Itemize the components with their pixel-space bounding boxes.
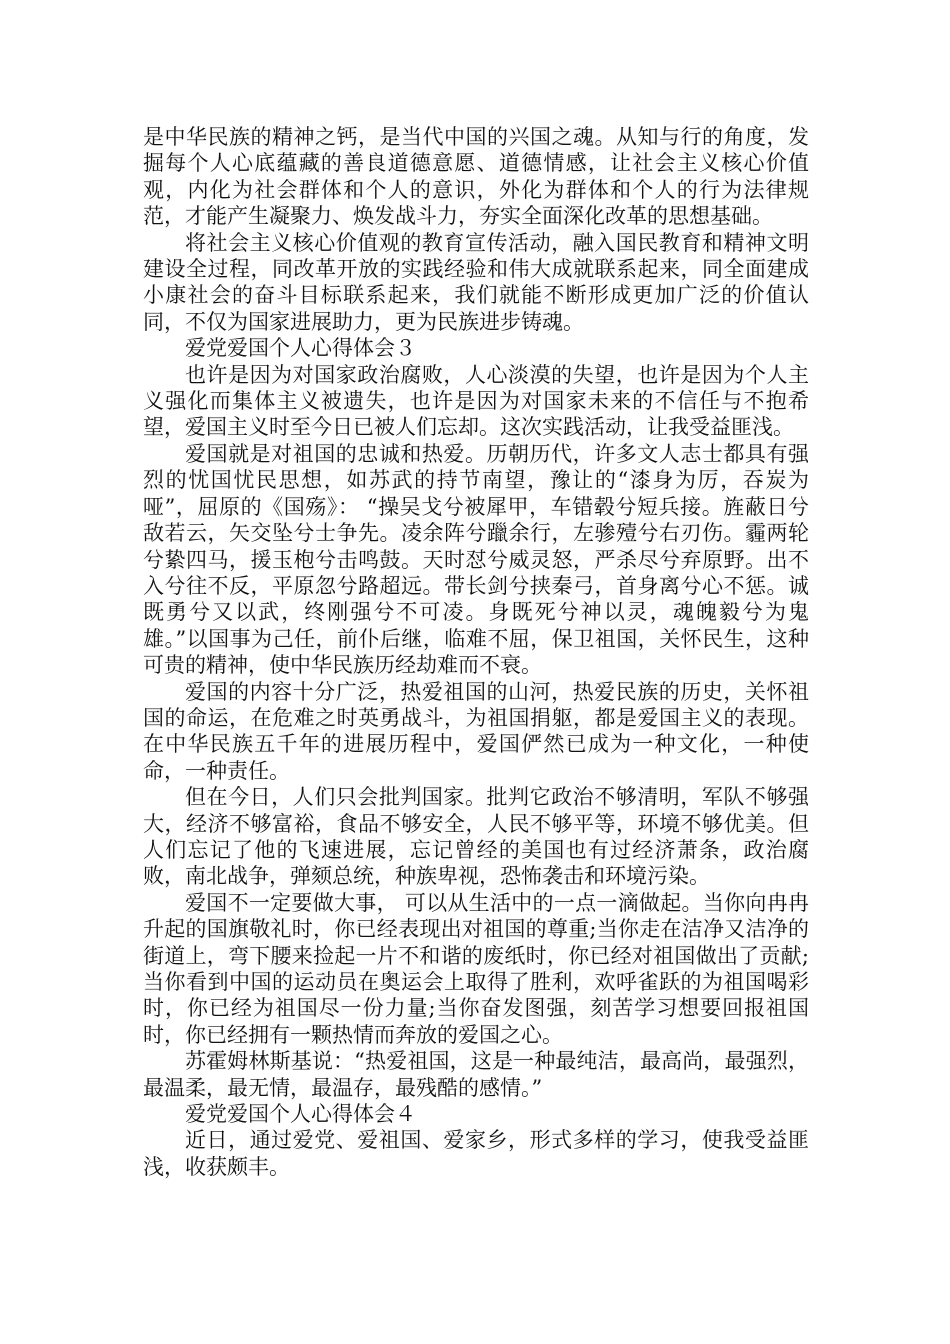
paragraph-criticism: 但在今日，人们只会批判国家。批判它政治不够清明，军队不够强大，经济不够富裕，食品不够安全，人民不够平等，环境不够优美。但人们忘记了他的飞速进展，忘记曾经的美国也有过经济萧条，政治腐败，南北战争，弹颏总统，种族卑视，恐怖袭击和环境污染。 <box>143 785 809 889</box>
paragraph-daily-actions: 爱国不一定要做大事， 可以从生活中的一点一滴做起。当你向冉冉升起的国旗敬礼时，你已经表现出对祖国的尊重;当你走在洁净又洁净的街道上，弯下腰来捡起一片不和谐的废纸时，你已经对祖国做出了贡献;当你看到中国的运动员在奥运会上取得了胜利，欢呼雀跃的为祖国喝彩时，你已经为祖国尽一份力量;当你奋发图强，刻苦学习想要回报祖国时，你已经拥有一颗热情而奔放的爱国之心。 <box>143 890 809 1047</box>
paragraph-patriotism-content: 爱国的内容十分广泛，热爱祖国的山河，热爱民族的历史，关怀祖国的命运，在危难之时英勇战斗，为祖国捐躯，都是爱国主义的表现。在中华民族五千年的进展历程中，爱国俨然已成为一种文化，一种使命，一种责任。 <box>143 679 809 783</box>
section-heading-3: 爱党爱国个人心得体会３ <box>185 336 416 361</box>
document-body <box>143 124 809 1180</box>
paragraph-quote: 苏霍姆林斯基说：“热爱祖国，这是一种最纯洁，最高尚，最强烈，最温柔，最无情，最温存，最残酷的感情。” <box>143 1049 809 1100</box>
paragraph-intro-4: 近日，通过爱党、爱祖国、爱家乡，形式多样的学习，使我受益匪浅，收获颇丰。 <box>143 1128 809 1179</box>
paragraph-intro-3: 也许是因为对国家政治腐败，人心淡漠的失望，也许是因为个人主义强化而集体主义被遗失，也许是因为对国家未来的不信任与不抱希望，爱国主义时至今日已被人们忘却。这次实践活动，让我受益匪浅。 <box>143 362 809 440</box>
section-heading-4: 爱党爱国个人心得体会４ <box>185 1102 416 1127</box>
paragraph-core-values-education: 将社会主义核心价值观的教育宣传活动，融入国民教育和精神文明建设全过程，同改革开放的实践经验和伟大成就联系起来，同全面建成小康社会的奋斗目标联系起来，我们就能不断形成更加广泛的价值认同，不仅为国家进展助力，更为民族进步铸魂。 <box>143 230 809 334</box>
paragraph-continuation: 是中华民族的精神之钙，是当代中国的兴国之魂。从知与行的角度，发掘每个人心底蕴藏的善良道德意愿、道德情感，让社会主义核心价值观，内化为社会群体和个人的意识，外化为群体和个人的行为法律规范，才能产生凝聚力、焕发战斗力，夯实全面深化改革的思想基础。 <box>143 125 809 229</box>
paragraph-patriotism-loyalty: 爱国就是对祖国的忠诚和热爱。历朝历代，许多文人志士都具有强烈的忧国忧民思想，如苏武的持节南望，豫让的“漆身为厉，吞炭为哑”，屈原的《国殇》： “操吴戈兮被犀甲，车错毂兮短兵接。旌蔽日兮敌若云，矢交坠兮士争先。凌余阵兮躐余行，左骖殪兮右刃伤。霾两轮兮絷四马，援玉枹兮击鸣鼓。天时怼兮威灵怒，严杀尽兮弃原野。出不入兮往不反，平原忽兮路超远。带长剑兮挟秦弓，首身离兮心不惩。诚既勇兮又以武，终刚强兮不可凌。身既死兮神以灵，魂魄毅兮为鬼雄。”以国事为己任，前仆后继，临难不屈，保卫祖国，关怀民生，这种可贵的精神，使中华民族历经劫难而不衰。 <box>143 441 809 678</box>
